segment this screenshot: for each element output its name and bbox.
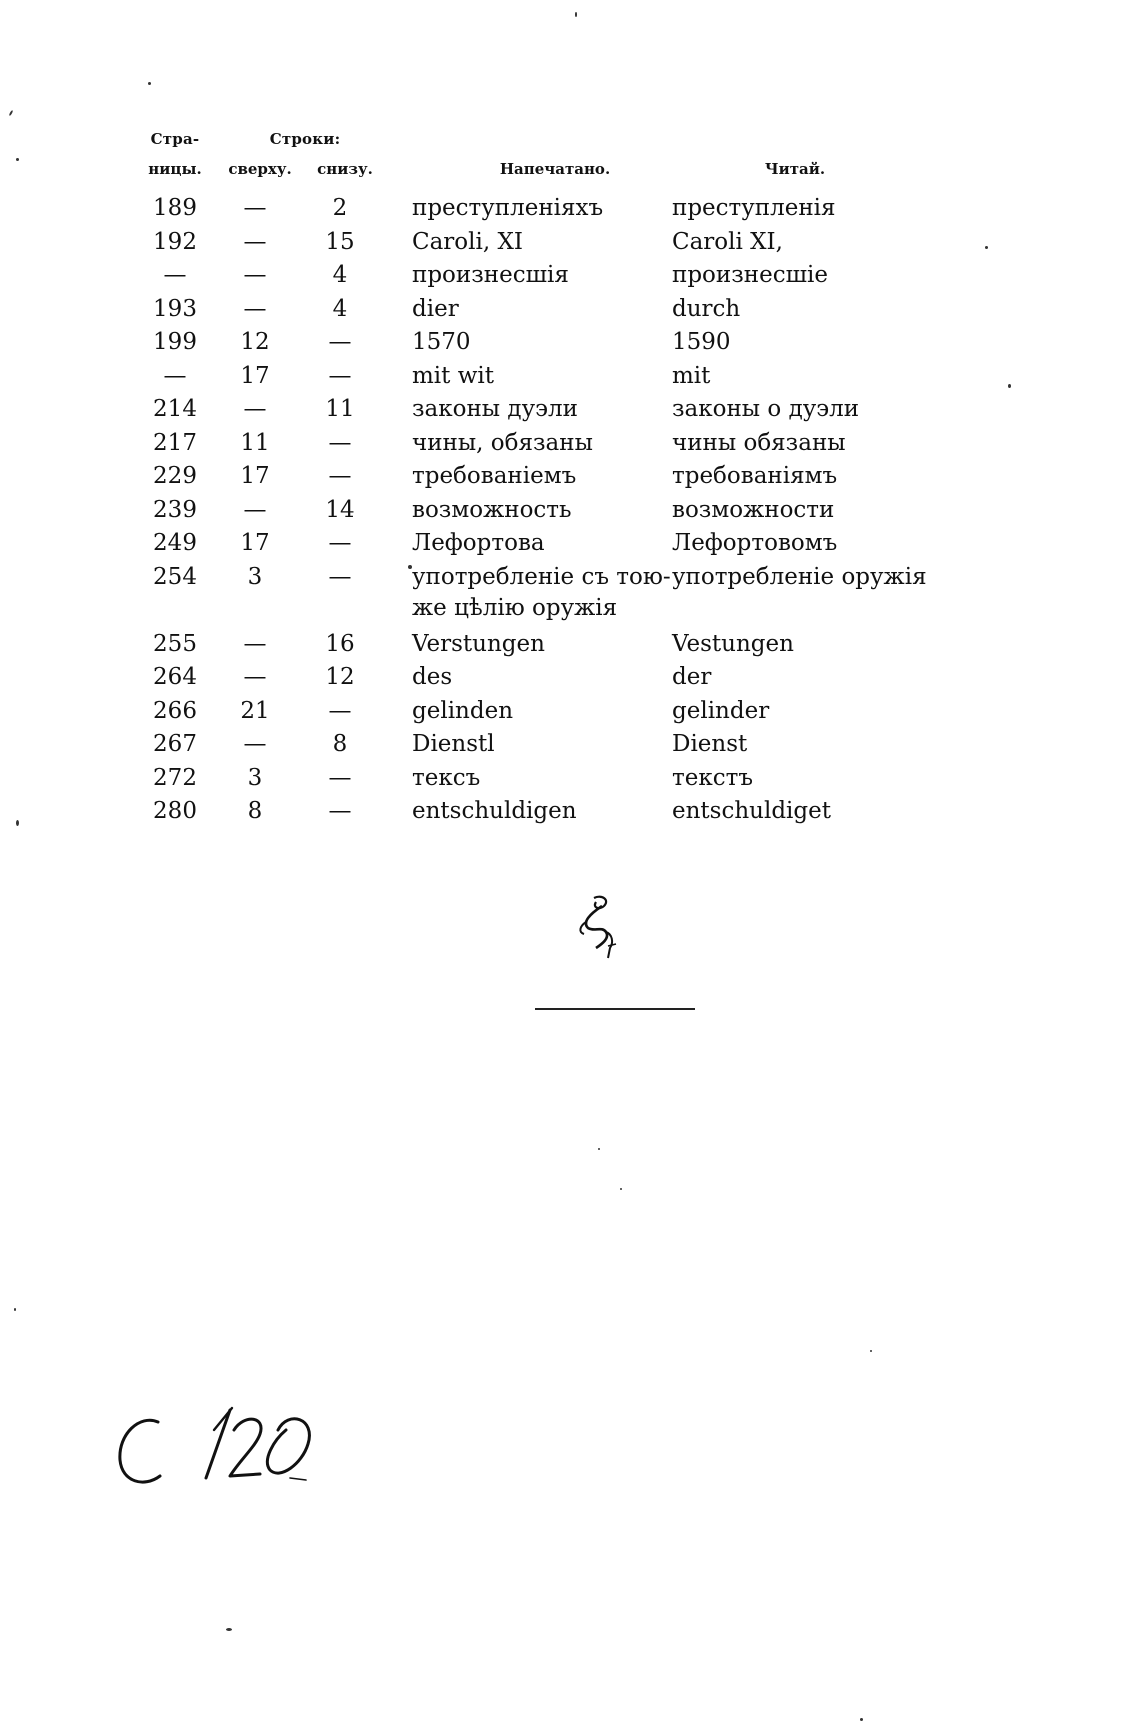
line-from-top-cell: 17 — [240, 463, 270, 489]
page-number-cell: 267 — [153, 731, 197, 757]
printed-text-cell: Caroli, XI — [412, 228, 523, 255]
header-printed: Напечатано. — [499, 160, 611, 178]
line-from-top-cell: — — [243, 496, 267, 523]
header-lines-label: Строки: — [269, 130, 341, 148]
page-number-cell: 214 — [153, 396, 197, 422]
line-from-bottom-cell: 4 — [332, 295, 348, 322]
line-from-top-cell: — — [243, 295, 267, 322]
table-row — [140, 661, 1020, 695]
line-from-top-cell: — — [243, 630, 267, 657]
fleuron-ornament-icon — [572, 892, 622, 962]
header-row — [140, 160, 1020, 182]
line-from-top-cell: 8 — [247, 798, 263, 824]
line-from-bottom-cell: — — [328, 463, 352, 489]
printed-text-cell: des — [412, 664, 453, 690]
table-row — [140, 628, 1020, 662]
printed-text-cell: mit wit — [412, 362, 495, 389]
line-from-bottom-cell: — — [328, 362, 352, 389]
page-number-cell: 280 — [153, 798, 197, 824]
page-number-cell: 189 — [153, 195, 197, 221]
corrected-text-cell: entschuldiget — [672, 798, 831, 824]
printed-text-cell: употребленіе съ тою-же цѣлію оружія — [412, 563, 671, 621]
line-from-top-cell: 17 — [240, 362, 270, 389]
line-from-top-cell: — — [243, 228, 267, 255]
corrected-text-cell: Vestungen — [672, 630, 794, 657]
handwritten-shelfmark — [110, 1400, 340, 1500]
corrected-text-cell: чины обязаны — [672, 429, 846, 456]
page-number-cell: 254 — [153, 563, 197, 590]
printed-text-cell: Лефортова — [412, 530, 545, 556]
line-from-top-cell: — — [243, 664, 267, 690]
page-number-cell: 249 — [153, 530, 197, 556]
printed-text-cell: чины, обязаны — [412, 429, 593, 456]
corrected-text-cell: der — [672, 664, 712, 690]
scan-speck — [575, 12, 577, 17]
line-from-top-cell: 3 — [247, 764, 263, 791]
section-divider — [535, 1008, 695, 1010]
table-row — [140, 460, 1020, 494]
line-from-bottom-cell: 12 — [325, 664, 355, 690]
header-read: Читай. — [764, 160, 826, 178]
page-number-cell: 217 — [153, 429, 197, 456]
line-from-bottom-cell: 2 — [332, 195, 348, 221]
table-row — [140, 494, 1020, 528]
line-from-bottom-cell: 4 — [332, 262, 348, 288]
table-row — [140, 762, 1020, 796]
scan-speck — [16, 820, 19, 826]
header-page-label — [140, 130, 210, 148]
header-from-top: сверху. — [228, 160, 292, 178]
line-from-bottom-cell: — — [328, 798, 352, 824]
scan-speck — [985, 246, 988, 249]
corrected-text-cell: употребленіе оружія — [672, 563, 927, 590]
corrected-text-cell: Caroli XI, — [672, 228, 783, 255]
line-from-top-cell: — — [243, 731, 267, 757]
line-from-bottom-cell: — — [328, 697, 352, 724]
scan-speck — [860, 1718, 863, 1721]
scan-speck — [598, 1148, 600, 1150]
line-from-bottom-cell: — — [328, 563, 352, 590]
scan-speck — [870, 1350, 872, 1352]
table-row — [140, 360, 1020, 394]
corrected-text-cell: 1590 — [672, 329, 731, 355]
errata-rows — [140, 192, 1020, 829]
header-page-label-line2: ницы. — [148, 160, 202, 178]
printed-text-cell: 1570 — [412, 329, 471, 355]
line-from-top-cell: 21 — [240, 697, 270, 724]
page-number-cell: 229 — [153, 463, 197, 489]
scan-speck — [226, 1628, 232, 1631]
line-from-bottom-cell: 16 — [325, 630, 355, 657]
page-number-cell: 199 — [153, 329, 197, 355]
line-from-top-cell: 3 — [247, 563, 263, 590]
line-from-bottom-cell: 8 — [332, 731, 348, 757]
table-row — [140, 259, 1020, 293]
scan-speck — [148, 82, 151, 85]
page-number-cell: — — [163, 262, 187, 288]
printed-text-cell: произнесшія — [412, 262, 569, 288]
printed-text-cell: тексъ — [412, 764, 481, 791]
page-number-cell: — — [163, 362, 187, 389]
printed-text-cell: преступленіяхъ — [412, 195, 604, 221]
table-row — [140, 293, 1020, 327]
page-number-cell: 264 — [153, 664, 197, 690]
printed-text-cell: Verstungen — [412, 630, 545, 657]
printed-text-cell: Dienstl — [412, 731, 495, 757]
page-number-cell: 192 — [153, 228, 197, 255]
corrected-text-cell: Dienst — [672, 731, 748, 757]
table-row — [140, 728, 1020, 762]
corrected-text-cell: durch — [672, 295, 741, 322]
line-from-top-cell: — — [243, 262, 267, 288]
printed-text-cell: требованіемъ — [412, 463, 577, 489]
line-from-top-cell: — — [243, 195, 267, 221]
scan-speck — [620, 1188, 622, 1190]
table-row — [140, 226, 1020, 260]
header-page-label-line1: Стра- — [150, 130, 200, 148]
line-from-bottom-cell: — — [328, 530, 352, 556]
line-from-bottom-cell: 11 — [325, 396, 355, 422]
line-from-bottom-cell: — — [328, 429, 352, 456]
page-number-cell: 193 — [153, 295, 197, 322]
table-row — [140, 427, 1020, 461]
corrected-text-cell: законы о дуэли — [672, 396, 860, 422]
printed-text-cell: возможность — [412, 496, 572, 523]
table-row — [140, 695, 1020, 729]
printed-text-cell: gelinden — [412, 697, 514, 724]
page-number-cell: 239 — [153, 496, 197, 523]
page-number-cell: 272 — [153, 764, 197, 791]
line-from-bottom-cell: — — [328, 329, 352, 355]
corrected-text-cell: требованіямъ — [672, 463, 838, 489]
corrected-text-cell: mit — [672, 362, 711, 389]
line-from-top-cell: 17 — [240, 530, 270, 556]
line-from-top-cell: — — [243, 396, 267, 422]
scan-speck — [16, 158, 19, 161]
header-from-bottom: снизу. — [317, 160, 373, 178]
table-row — [140, 393, 1020, 427]
page-number-cell: 255 — [153, 630, 197, 657]
corrected-text-cell: произнесшіе — [672, 262, 828, 288]
printed-text-cell: entschuldigen — [412, 798, 577, 824]
line-from-top-cell: 11 — [240, 429, 270, 456]
scan-speck — [1008, 384, 1011, 388]
corrected-text-cell: текстъ — [672, 764, 753, 791]
table-row — [140, 561, 1020, 628]
printed-text-cell: dier — [412, 295, 459, 322]
corrected-text-cell: возможности — [672, 496, 835, 523]
scan-speck — [9, 110, 14, 116]
table-row — [140, 795, 1020, 829]
line-from-bottom-cell: 14 — [325, 496, 355, 523]
corrected-text-cell: преступленія — [672, 195, 836, 221]
printed-text-cell: законы дуэли — [412, 396, 578, 422]
scan-speck — [408, 565, 412, 569]
scan-speck — [14, 1308, 16, 1311]
table-row — [140, 326, 1020, 360]
table-row — [140, 192, 1020, 226]
line-from-bottom-cell: — — [328, 764, 352, 791]
page-number-cell: 266 — [153, 697, 197, 724]
table-row — [140, 527, 1020, 561]
line-from-top-cell: 12 — [240, 329, 270, 355]
corrected-text-cell: Лефортовомъ — [672, 530, 838, 556]
line-from-bottom-cell: 15 — [325, 228, 355, 255]
corrected-text-cell: gelinder — [672, 697, 770, 724]
